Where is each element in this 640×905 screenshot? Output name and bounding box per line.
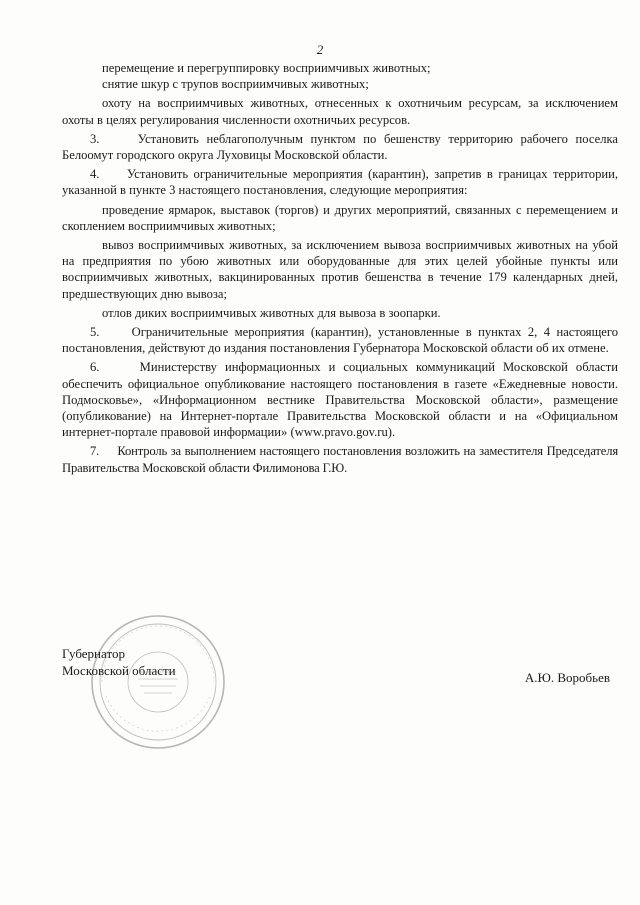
paragraph: охоту на восприимчивых животных, отнесенных к охотничьим ресурсам, за исключением охоты в целях регулирования численности охотничьих ресурсов. [62, 96, 618, 127]
paragraph: вывоз восприимчивых животных, за исключением вывоза восприимчивых животных на убой на предприятия по убою животных или оборудованные для этих целей убойные пункты или восприимчивых животных, вакцинированных против бешенства в течение 179 календарных дней, предшествующих дню вывоза; [62, 238, 618, 301]
paragraph: 3. Установить неблагополучным пунктом по бешенству территорию рабочего поселка Белоомут городского округа Луховицы Московской области. [62, 131, 618, 163]
signatory-name: А.Ю. Воробьев [524, 670, 610, 685]
paragraph: 4. Установить ограничительные мероприятия (карантин), запретив в границах территории, указанной в пункте 3 настоящего постановления, следующие мероприятия: [62, 167, 618, 198]
page-number: 2 [316, 42, 324, 57]
paragraph: проведение ярмарок, выставок (торгов) и других мероприятий, связанных с перемещением и скоплением восприимчивых животных; [62, 202, 618, 233]
signatory-position [62, 645, 176, 679]
paragraph: снятие шкур с трупов восприимчивых животных; [102, 77, 369, 92]
signatory-position-line: Московской области [62, 663, 176, 678]
signatory-position-line: Губернатор [62, 646, 125, 661]
paragraph: 7. Контроль за выполнением настоящего постановления возложить на заместителя Председателя Правительства Московской области Филимонова Г.Ю. [62, 444, 618, 475]
paragraph: 6. Министерству информационных и социальных коммуникаций Московской области обеспечить официальное опубликование настоящего постановления в газете «Ежедневные новости. Подмосковье», «Информационном вестнике Правительства Московской области», размещение (опубликование) на Интернет-портале Правительства Московской области и на «Официальном интернет-портале правовой информации» (www.pravo.gov.ru). [62, 360, 618, 440]
paragraph: отлов диких восприимчивых животных для вывоза в зоопарки. [102, 305, 441, 320]
official-seal-stamp [88, 612, 228, 752]
paragraph: перемещение и перегруппировку восприимчивых животных; [102, 61, 431, 75]
document-body [62, 60, 618, 476]
paragraph: 5. Ограничительные мероприятия (карантин), установленные в пунктах 2, 4 настоящего постановления, действуют до издания постановления Губернатора Московской области об их отмене. [62, 325, 618, 356]
